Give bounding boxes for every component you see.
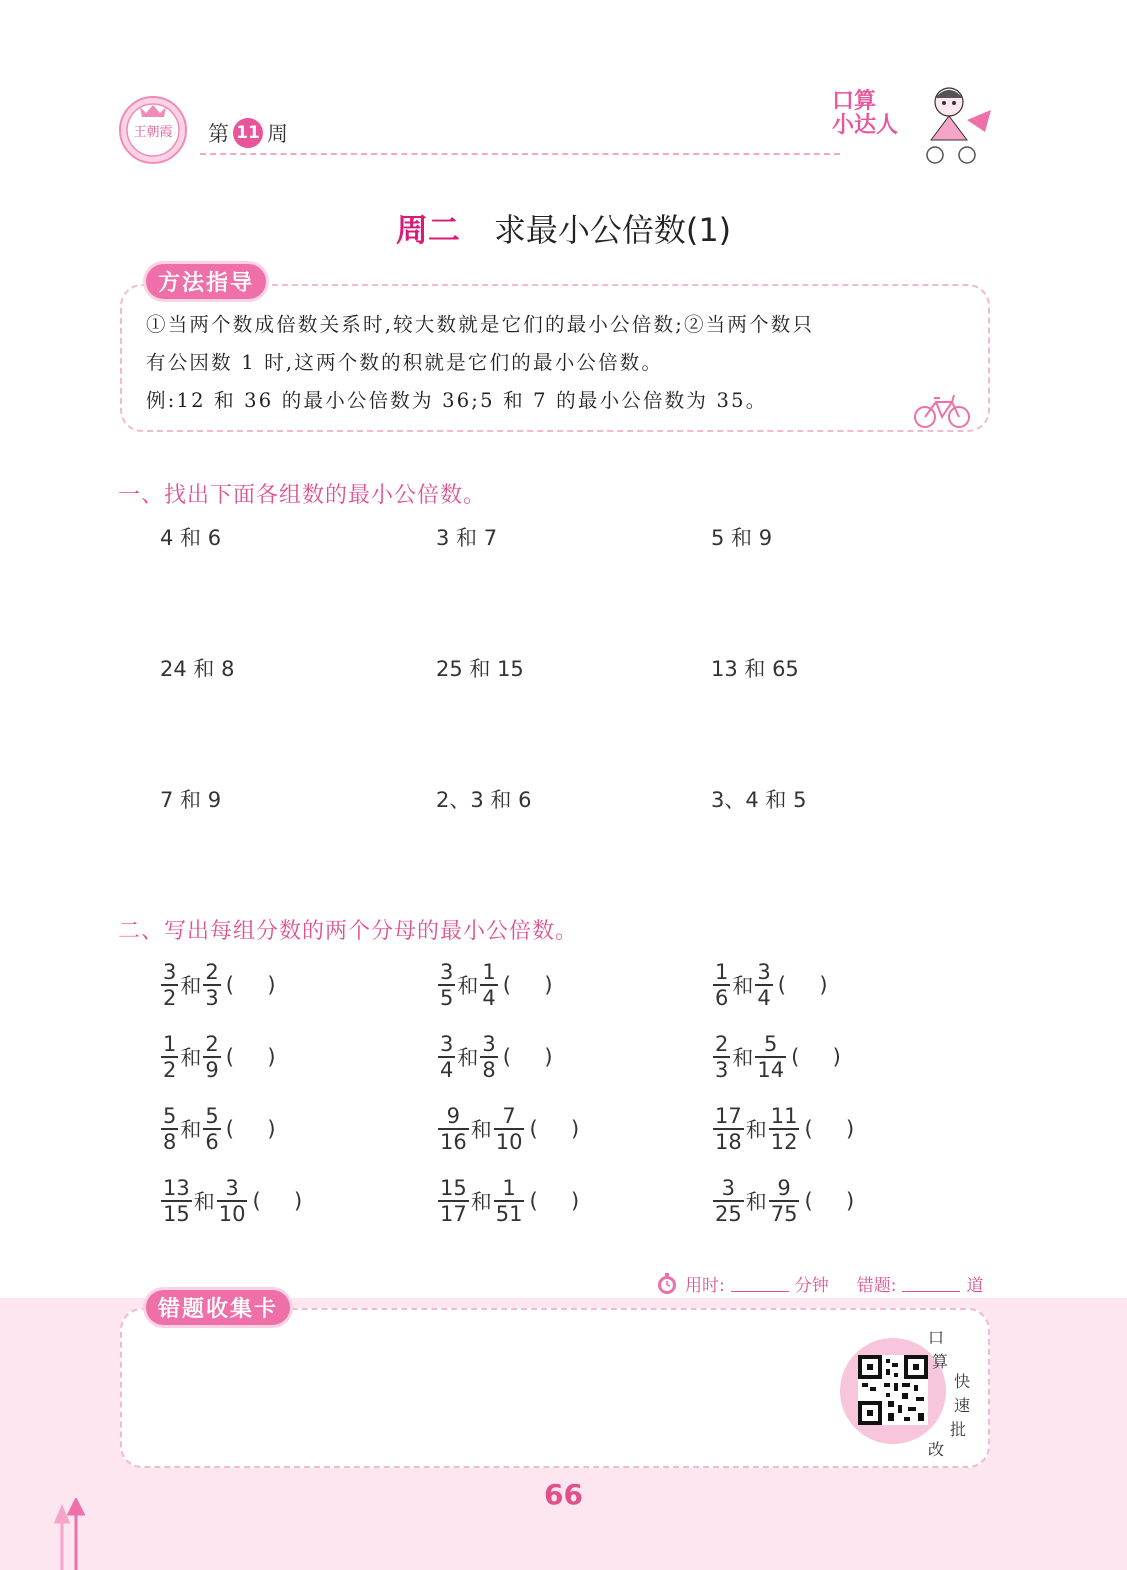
numerator: 9 [777,1176,791,1200]
answer-blank[interactable]: ( ) [252,1189,303,1213]
fraction [755,1032,786,1082]
svg-text:王朝霞: 王朝霞 [133,125,173,140]
fraction-pair-item [712,960,828,1010]
number-pair: 5 和 9 [711,526,773,550]
fraction [161,1032,178,1082]
fraction [480,960,497,1010]
fraction-pair-item [437,1104,579,1154]
qr-caption [928,1326,971,1459]
time-blank[interactable] [731,1275,789,1292]
fraction [161,1104,178,1154]
number-pair: 2、3 和 6 [436,788,532,812]
numerator: 3 [440,960,454,984]
fraction [161,960,178,1010]
denominator: 3 [205,986,219,1010]
numerator: 7 [502,1104,516,1128]
numerator: 17 [715,1104,742,1128]
method-line: ①当两个数成倍数关系时,较大数就是它们的最小公倍数;②当两个数只 [146,313,815,336]
week-suffix: 周 [267,122,288,146]
connector-he: 和 [732,1046,754,1070]
method-guide-label: 方法指导 [146,264,266,299]
method-guide-text [146,306,976,420]
cartoon-girl-illustration [905,80,997,170]
brand-line2: 小达人 [832,113,899,138]
numerator: 5 [163,1104,177,1128]
numerator: 3 [440,1032,454,1056]
connector-he: 和 [193,1190,215,1214]
method-example: 例:12 和 36 的最小公倍数为 36;5 和 7 的最小公倍数为 35。 [146,389,768,412]
connector-he: 和 [470,1190,492,1214]
numerator: 2 [205,1032,219,1056]
number-pair: 25 和 15 [436,657,524,681]
numerator: 9 [446,1104,461,1128]
fraction-pair-item [160,1176,302,1226]
numerator: 13 [163,1176,190,1200]
fraction [769,1176,800,1226]
fraction-pair-item [160,1032,276,1082]
denominator: 10 [218,1202,246,1226]
fraction [438,960,455,1010]
fraction [480,1032,497,1082]
answer-blank[interactable]: ( ) [777,973,828,997]
denominator: 4 [440,1058,454,1082]
numerator: 1 [163,1032,177,1056]
numerator: 1 [502,1176,516,1200]
number-pair: 4 和 6 [160,526,222,550]
connector-he: 和 [457,1046,479,1070]
fraction-pair-item [712,1104,854,1154]
fraction [438,1104,469,1154]
denominator: 10 [495,1130,523,1154]
answer-blank[interactable]: ( ) [804,1189,855,1213]
answer-blank[interactable]: ( ) [791,1045,841,1069]
numerator: 2 [715,1032,729,1056]
fraction-pair-item [437,1032,553,1082]
denominator: 6 [715,986,729,1010]
answer-blank[interactable]: ( ) [529,1117,580,1141]
bicycle-icon [912,390,972,430]
method-line: 有公因数 1 时,这两个数的积就是它们的最小公倍数。 [146,351,664,374]
numerator: 3 [757,960,771,984]
fraction [494,1104,525,1154]
numerator: 1 [715,960,729,984]
numerator: 2 [205,960,219,984]
connector-he: 和 [470,1118,492,1142]
denominator: 51 [495,1202,523,1226]
qr-caption-char: 口 [928,1328,945,1347]
fraction [713,1176,744,1226]
denominator: 4 [482,986,496,1010]
denominator: 75 [770,1202,798,1226]
section2-title: 二、写出每组分数的两个分母的最小公倍数。 [118,919,579,944]
fraction [438,1176,469,1226]
qr-caption-char: 批 [950,1420,967,1439]
answer-blank[interactable]: ( ) [502,1045,553,1069]
number-pair: 3 和 7 [436,526,498,550]
connector-he: 和 [457,974,479,998]
fraction [755,960,772,1010]
answer-blank[interactable]: ( ) [225,1117,276,1141]
connector-he: 和 [180,1118,202,1142]
connector-he: 和 [745,1118,767,1142]
fraction-pair-item [712,1032,841,1082]
number-pair: 13 和 65 [711,657,799,681]
fraction [203,1032,220,1082]
fraction-pair-item [437,1176,579,1226]
fraction [769,1104,800,1154]
denominator: 12 [770,1130,798,1154]
error-card-label: 错题收集卡 [146,1290,290,1325]
qr-caption-char: 算 [932,1352,949,1371]
minutes-label: 分钟 [794,1276,829,1296]
fraction-pair-item [160,960,276,1010]
fraction [161,1176,192,1226]
fraction [713,1104,744,1154]
connector-he: 和 [732,974,754,998]
fraction [713,1032,730,1082]
numerator: 15 [440,1176,467,1200]
fraction-pair-item [712,1176,854,1226]
denominator: 2 [163,1058,177,1082]
publisher-seal-logo [118,95,188,165]
denominator: 4 [757,986,771,1010]
answer-blank[interactable]: ( ) [502,973,553,997]
brand-logo [832,90,912,150]
title-day: 周二 [395,211,460,249]
errors-label: 错题: [856,1276,897,1296]
answer-blank[interactable]: ( ) [529,1189,580,1213]
answer-blank[interactable]: ( ) [804,1117,855,1141]
fraction [217,1176,248,1226]
fraction [713,960,730,1010]
time-label: 用时: [685,1276,725,1296]
number-pair: 24 和 8 [160,657,235,681]
denominator: 6 [205,1130,219,1154]
fraction [203,1104,220,1154]
fraction [203,960,220,1010]
denominator: 17 [440,1202,467,1226]
qr-caption-char: 速 [954,1396,971,1415]
denominator: 14 [757,1058,785,1082]
week-number-badge: 11 [233,118,263,148]
connector-he: 和 [180,974,202,998]
numerator: 3 [225,1176,239,1200]
numerator: 5 [764,1032,778,1056]
answer-blank[interactable]: ( ) [225,1045,276,1069]
denominator: 8 [163,1130,177,1154]
numerator: 3 [721,1176,736,1200]
dao-label: 道 [966,1276,984,1296]
number-pair: 7 和 9 [160,788,222,812]
denominator: 3 [715,1058,729,1082]
fraction-pair-item [437,960,553,1010]
connector-he: 和 [180,1046,202,1070]
decorative-arrows-icon [52,1498,92,1570]
qr-caption-char: 快 [954,1372,971,1391]
page-title [0,205,1127,251]
numerator: 3 [163,960,177,984]
connector-he: 和 [745,1190,767,1214]
denominator: 25 [715,1202,742,1226]
number-pair: 3、4 和 5 [711,788,807,812]
fraction [494,1176,525,1226]
section1-title: 一、找出下面各组数的最小公倍数。 [118,483,487,508]
qr-caption-char: 改 [928,1440,945,1459]
week-indicator [208,118,288,148]
title-topic: 求最小公倍数(1) [493,211,732,249]
page-number: 66 [544,1478,583,1511]
denominator: 18 [715,1130,742,1154]
denominator: 8 [482,1058,496,1082]
denominator: 15 [163,1202,190,1226]
denominator: 2 [163,986,177,1010]
timing-record [655,1271,983,1296]
numerator: 3 [482,1032,496,1056]
fraction-pair-item [160,1104,276,1154]
stopwatch-icon [655,1272,679,1296]
errors-blank[interactable] [902,1275,960,1292]
answer-blank[interactable]: ( ) [225,973,276,997]
denominator: 16 [440,1130,467,1154]
qr-code-icon[interactable] [858,1355,928,1425]
fraction [438,1032,455,1082]
numerator: 11 [770,1104,798,1128]
week-prefix: 第 [208,122,229,146]
numerator: 1 [482,960,496,984]
denominator: 5 [440,986,454,1010]
denominator: 9 [205,1058,219,1082]
header-divider [200,153,840,155]
numerator: 5 [205,1104,219,1128]
brand-line1: 口算 [832,89,877,114]
